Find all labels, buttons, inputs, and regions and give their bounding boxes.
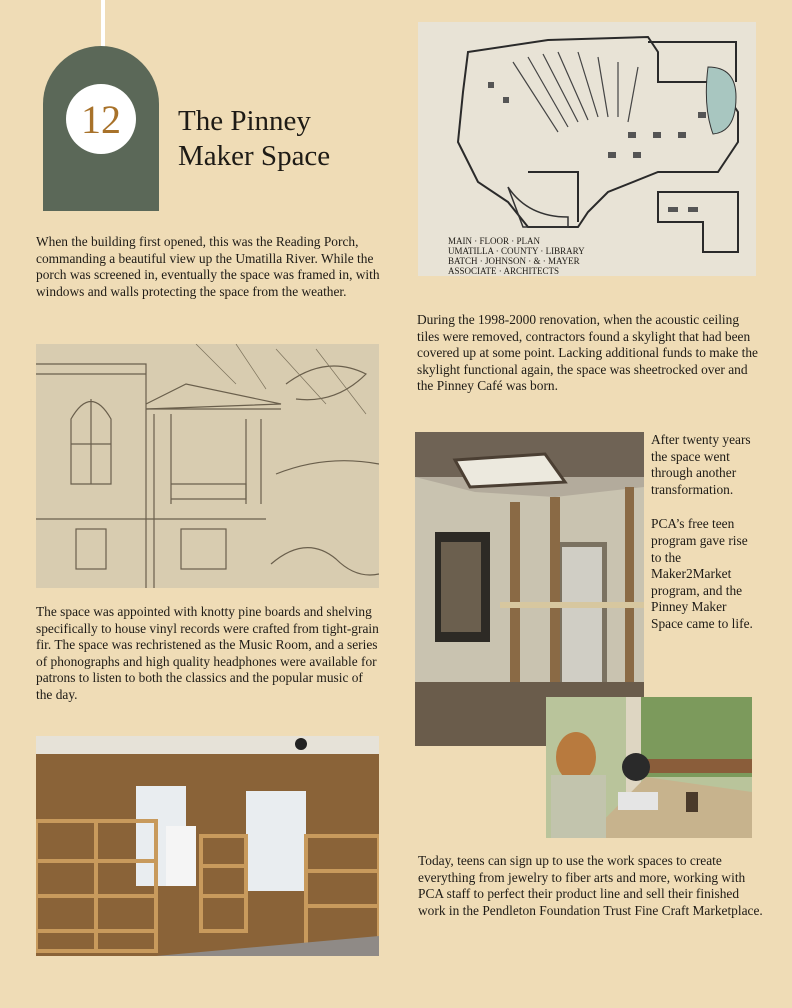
caption-line: MAIN · FLOOR · PLAN (448, 236, 540, 246)
title-line-1: The Pinney (178, 105, 311, 137)
stop-number-badge: 12 (66, 84, 136, 154)
transformation-text: After twenty years the space went through another transformation. (651, 432, 751, 497)
title-line-2: Maker Space (178, 140, 331, 172)
floor-plan-caption (448, 236, 585, 276)
maker2market-text: PCA’s free teen program gave rise to the Maker2Market program, and the Pinney Maker Space came to life. (651, 516, 753, 631)
page-title (178, 104, 408, 174)
caption-line: UMATILLA · COUNTY · LIBRARY (448, 246, 585, 256)
caption-line: ASSOCIATE · ARCHITECTS (448, 266, 560, 276)
paragraph-renovation: During the 1998-2000 renovation, when the acoustic ceiling tiles were removed, contractors found a skylight that had been covered up at some point. Lacking additional funds to make the skylight functional again, the space was sheetrocked over and the Pinney Café was born. (417, 312, 758, 394)
paragraph-reading-porch: When the building first opened, this was the Reading Porch, commanding a beautiful view up the Umatilla River. While the porch was screened in, eventually the space was framed in, with windows and walls protecting the space from the weather. (36, 234, 380, 299)
teen-maker-photo (546, 697, 752, 838)
paragraph-transformation (651, 432, 761, 633)
paragraph-music-room: The space was appointed with knotty pine boards and shelving specifically to house vinyl records were crafted from tight-grain fir. The space was rechristened as the Music Room, and a series of phonographs and high quality headphones were available for patrons to listen to both the classics and the popular music of the day. (36, 604, 379, 702)
caption-line: BATCH · JOHNSON · & · MAYER (448, 256, 580, 266)
reading-porch-sketch (36, 344, 379, 588)
floor-plan-drawing (418, 22, 756, 276)
music-room-photo (36, 736, 379, 956)
paragraph-today: Today, teens can sign up to use the work spaces to create everything from jewelry to fiber arts and more, working with PCA staff to perfect their product line and sell their finished work in the Pendleton Foundation Trust Fine Craft Marketplace. (418, 853, 763, 918)
